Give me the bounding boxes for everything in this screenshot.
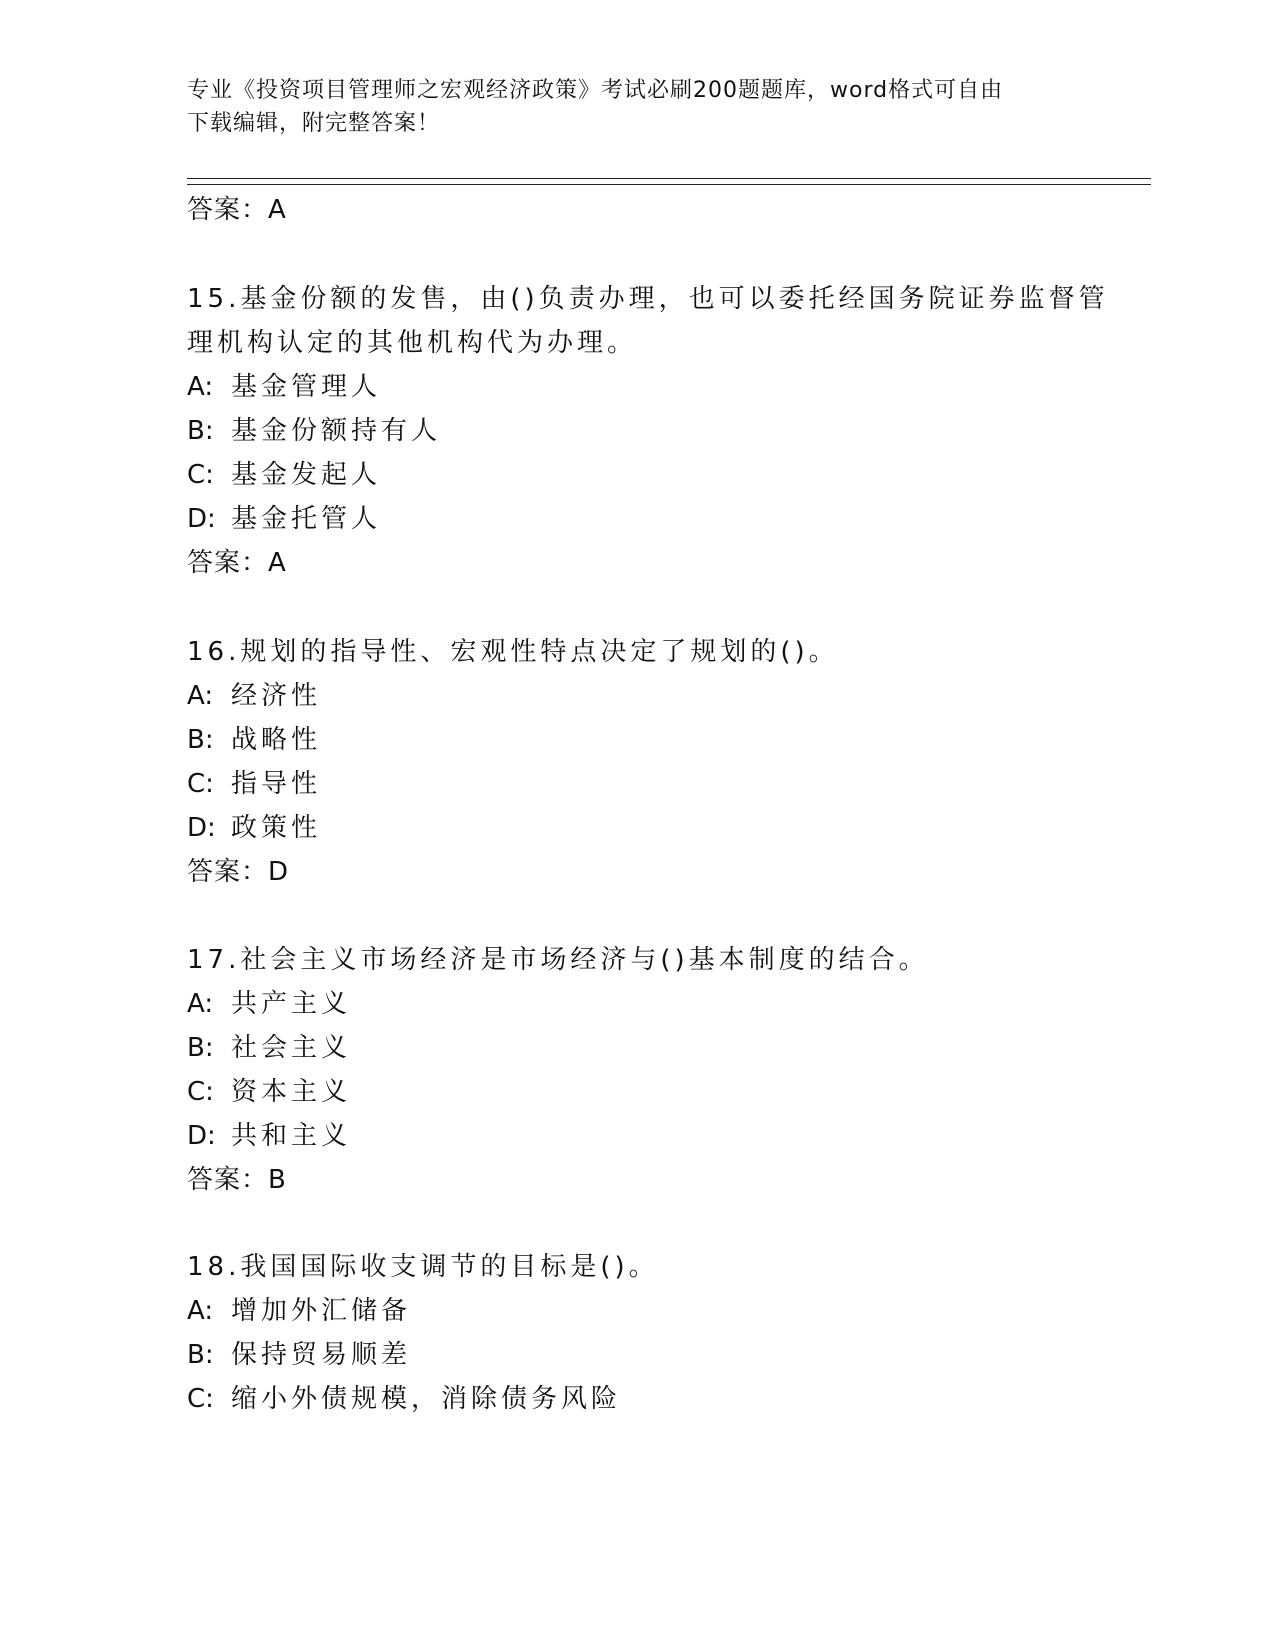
option-item	[187, 1076, 351, 1108]
option-text: 战略性	[231, 725, 322, 755]
option-text: 保持贸易顺差	[231, 1340, 412, 1370]
option-label: C:	[187, 460, 214, 490]
header-line-1: 专业《投资项目管理师之宏观经济政策》考试必刷200题题库，word格式可自由	[187, 78, 1004, 103]
option-text: 共和主义	[231, 1121, 352, 1151]
question-stem: 15.基金份额的发售，由()负责办理，也可以委托经国务院证券监督管	[187, 284, 1109, 314]
option-text: 缩小外债规模，消除债务风险	[231, 1384, 622, 1414]
option-text: 社会主义	[231, 1033, 352, 1063]
answer-line: 答案：B	[187, 1165, 287, 1195]
option-text: 政策性	[231, 813, 322, 843]
option-text: 资本主义	[231, 1077, 352, 1107]
option-item	[187, 1295, 411, 1327]
option-item	[187, 415, 441, 447]
option-text: 经济性	[231, 681, 322, 711]
answer-line: 答案：A	[187, 548, 287, 578]
option-label: B:	[187, 1340, 214, 1370]
answer-line: 答案：D	[187, 857, 290, 887]
option-item	[187, 503, 381, 535]
option-item	[187, 459, 381, 491]
option-label: A:	[187, 681, 214, 711]
option-item	[187, 1120, 351, 1152]
option-label: B:	[187, 416, 214, 446]
answer-line: 答案：A	[187, 195, 287, 225]
header-line-2: 下载编辑，附完整答案！	[187, 111, 441, 136]
option-item	[187, 768, 321, 800]
document-header	[187, 74, 1087, 140]
option-item	[187, 371, 381, 403]
option-text: 基金份额持有人	[231, 416, 442, 446]
option-label: C:	[187, 1077, 214, 1107]
option-text: 基金发起人	[231, 460, 382, 490]
header-divider	[187, 178, 1151, 185]
option-text: 基金托管人	[231, 504, 382, 534]
option-label: C:	[187, 769, 214, 799]
option-item	[187, 724, 321, 756]
question-stem: 16.规划的指导性、宏观性特点决定了规划的()。	[187, 637, 839, 667]
option-text: 共产主义	[231, 989, 352, 1019]
option-item	[187, 988, 351, 1020]
option-label: C:	[187, 1384, 214, 1414]
option-item	[187, 1032, 351, 1064]
option-item	[187, 680, 321, 712]
option-label: A:	[187, 372, 214, 402]
option-label: B:	[187, 725, 214, 755]
option-label: D:	[187, 504, 216, 534]
option-item	[187, 812, 321, 844]
question-stem: 17.社会主义市场经济是市场经济与()基本制度的结合。	[187, 945, 929, 975]
option-text: 增加外汇储备	[231, 1296, 412, 1326]
option-item	[187, 1339, 411, 1371]
question-stem: 18.我国国际收支调节的目标是()。	[187, 1252, 659, 1282]
option-label: B:	[187, 1033, 214, 1063]
option-text: 基金管理人	[231, 372, 382, 402]
option-label: A:	[187, 1296, 214, 1326]
option-item	[187, 1383, 621, 1415]
question-stem: 理机构认定的其他机构代为办理。	[187, 328, 638, 358]
option-label: D:	[187, 813, 216, 843]
option-label: D:	[187, 1121, 216, 1151]
option-text: 指导性	[231, 769, 322, 799]
option-label: A:	[187, 989, 214, 1019]
